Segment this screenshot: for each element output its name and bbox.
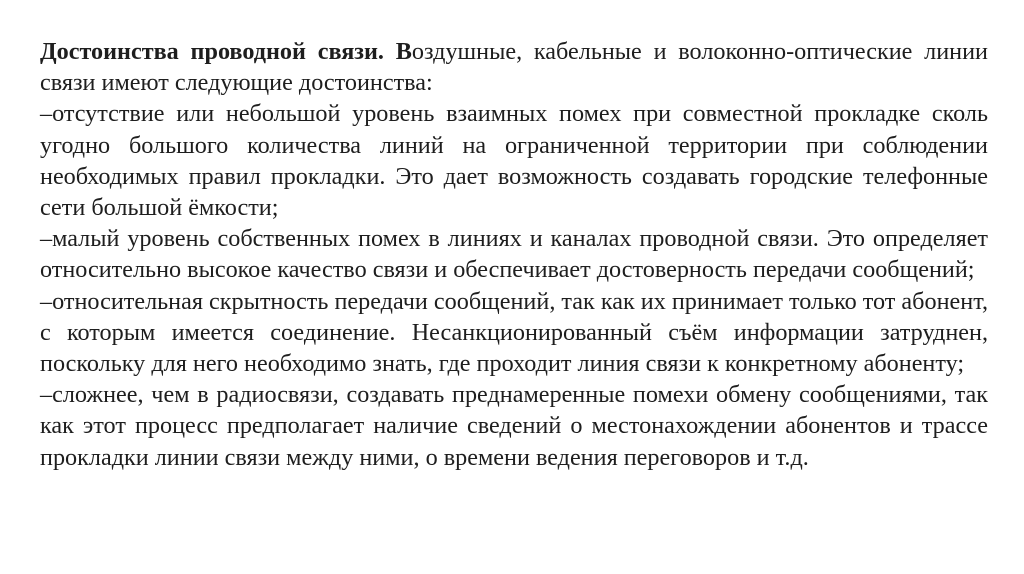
intro-paragraph <box>40 36 988 98</box>
list-item: –малый уровень собственных помех в линиях и каналах проводной связи. Это определяет относительно высокое качество связи и обеспечивает достоверность передачи сообщений; <box>40 225 988 284</box>
intro-first-letter: В <box>395 38 412 65</box>
list-item: –относительная скрытность передачи сообщений, так как их принимает только тот абонент, с которым имеется соединение. Несанкционированный съём информации затруднен, поскольку для него необходимо знать, где проходит линия связи к конкретному абоненту; <box>40 287 988 378</box>
intro-text: оздушные, кабельные и волоконно-оптические линии связи имеют следующие достоинства: <box>40 38 989 97</box>
list-item: –сложнее, чем в радиосвязи, создавать преднамеренные помехи обмену сообщениями, так как этот процесс предполагает наличие сведений о местонахождении абонентов и трассе прокладки линии связи между ними, о времени ведения переговоров и т.д. <box>40 381 988 471</box>
slide-text-body <box>40 36 988 473</box>
section-heading: Достоинства проводной связи. <box>40 38 384 65</box>
list-item: –отсутствие или небольшой уровень взаимных помех при совместной прокладке сколь угодно большого количества линий на ограниченной территории при соблюдении необходимых правил прокладки. Это дает возможность создавать городские телефонные сети большой ёмкости; <box>40 100 988 222</box>
